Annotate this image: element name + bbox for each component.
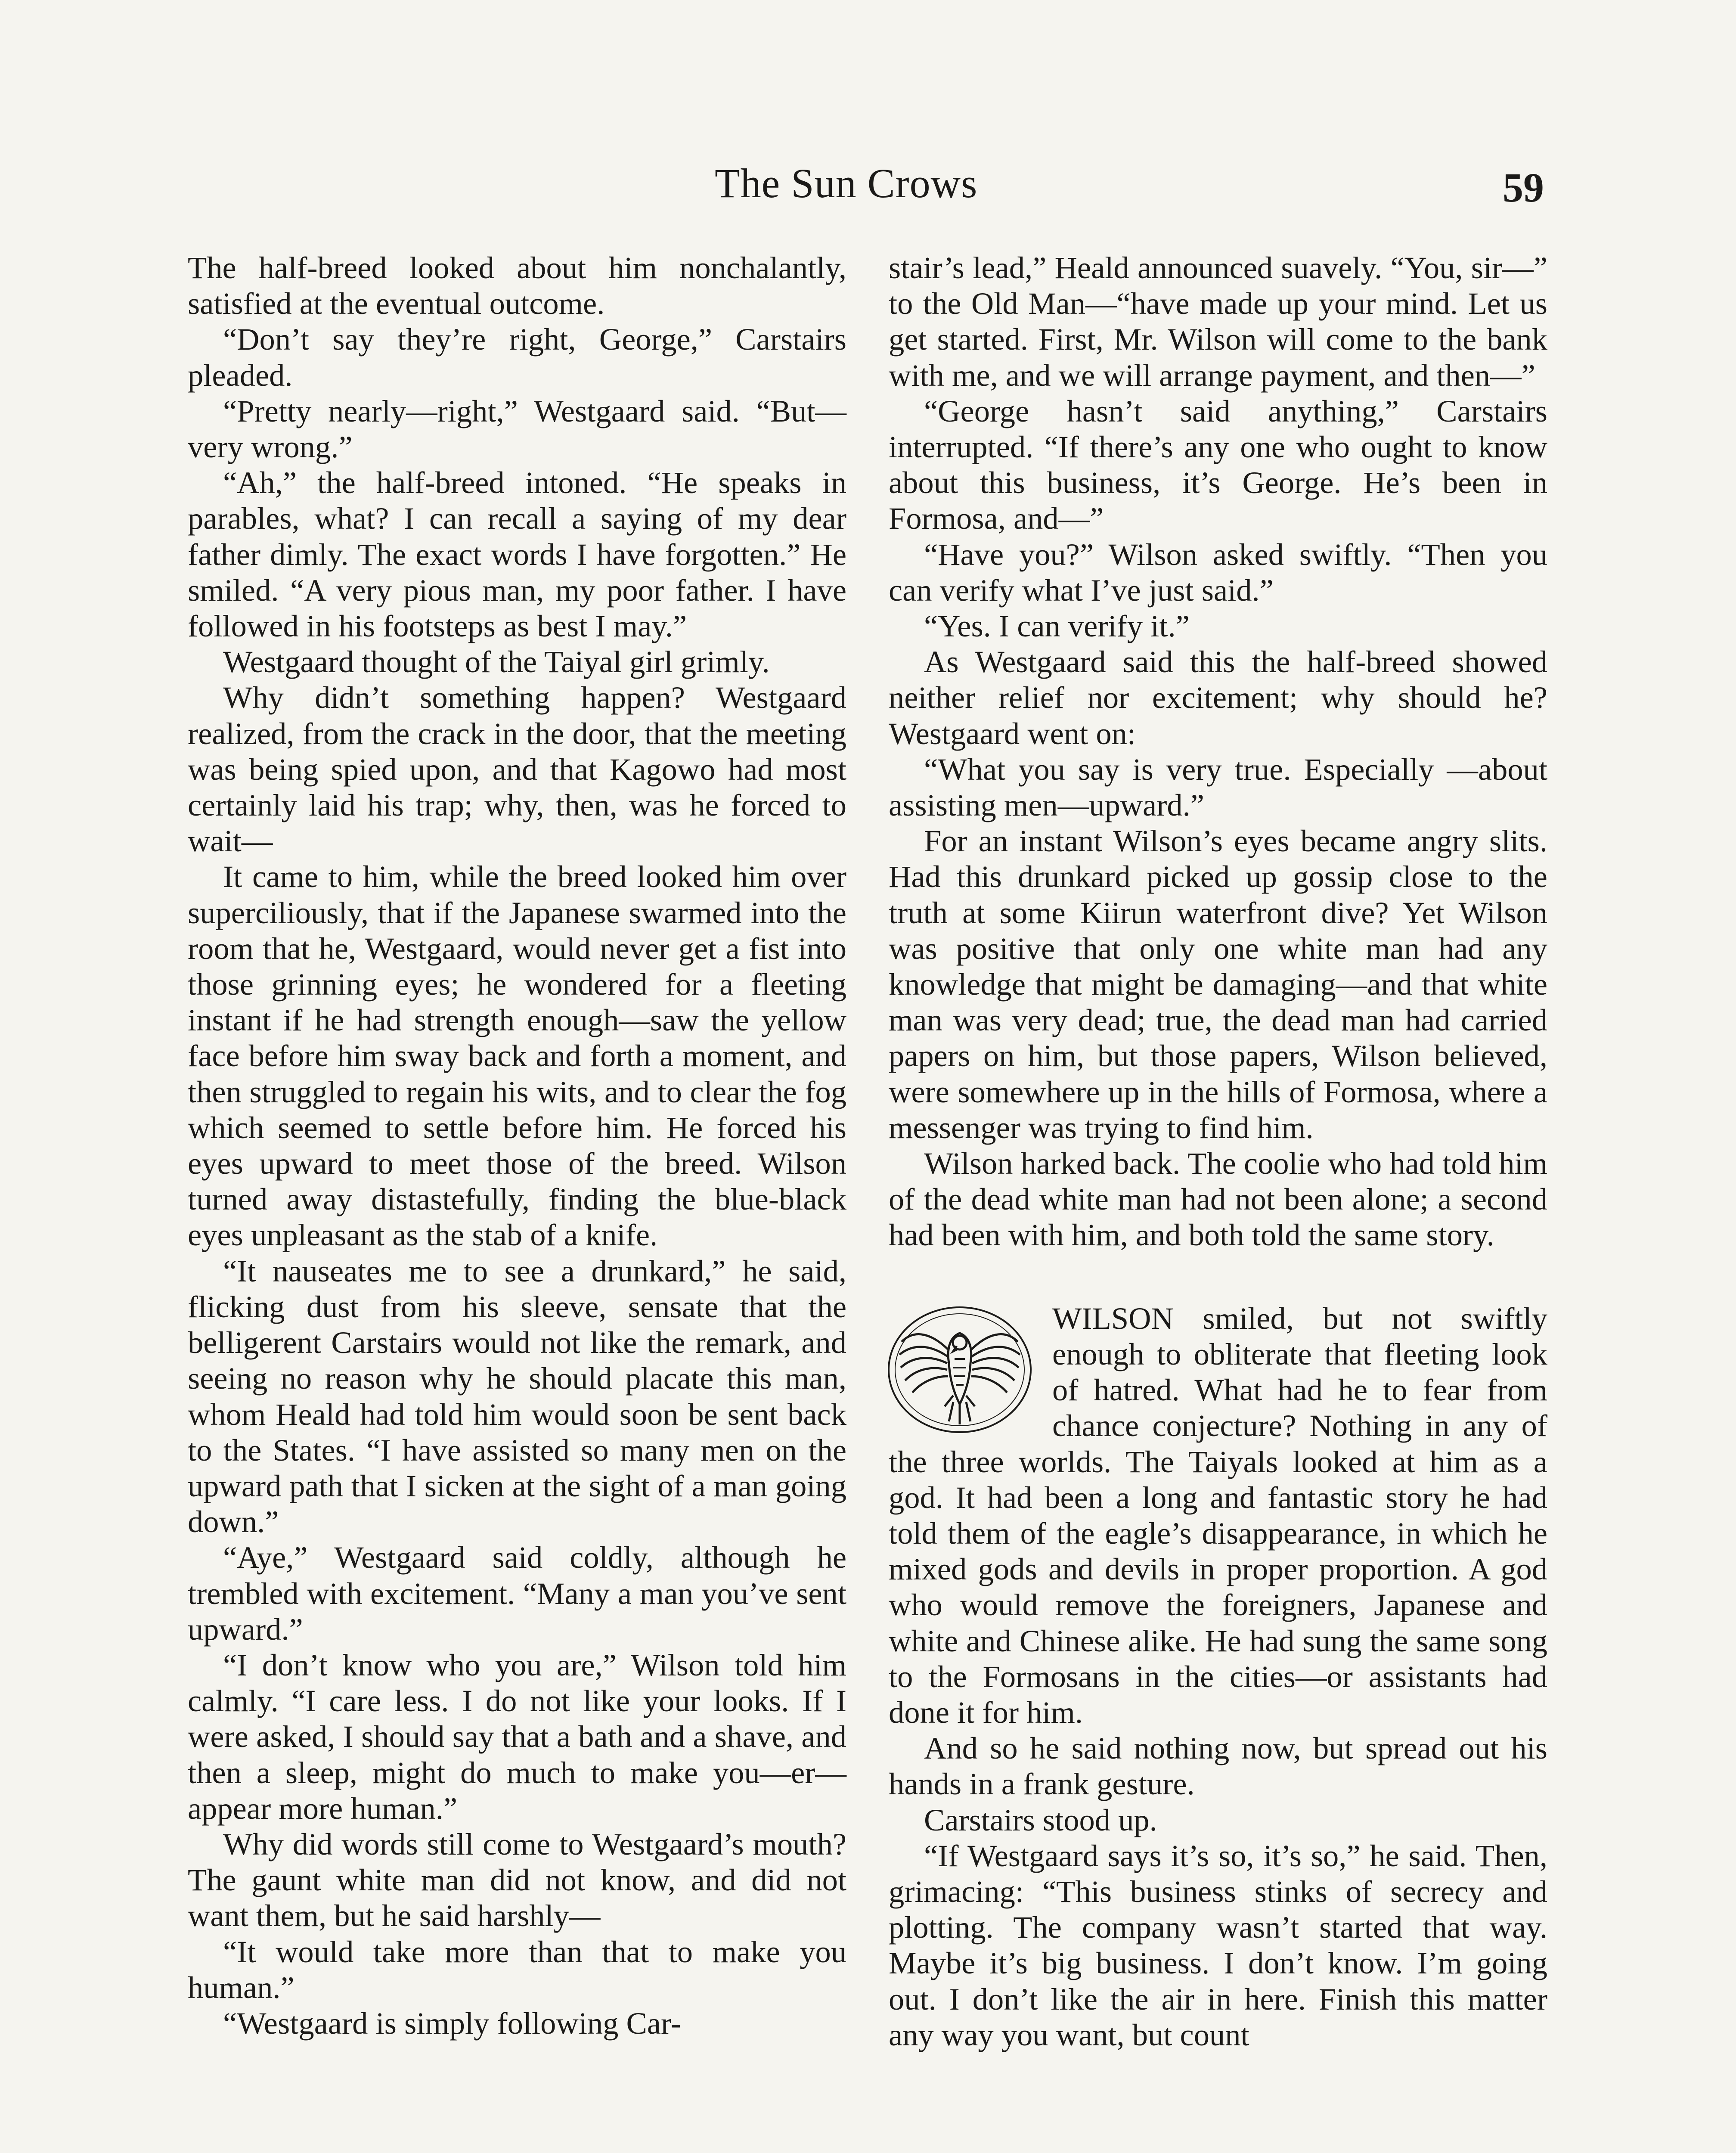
paragraph: Why did words still come to Westgaard’s mouth? The gaunt white man did not know, and did not want them, but he said harshly— <box>188 1826 846 1933</box>
running-title: The Sun Crows <box>715 160 978 206</box>
paragraph: As Westgaard said this the half-breed showed neither relief nor excitement; why should he? Westgaard went on: <box>889 644 1547 751</box>
paragraph: “Have you?” Wilson asked swiftly. “Then you can verify what I’ve just said.” <box>889 537 1547 608</box>
paragraph: “Ah,” the half-breed intoned. “He speaks in parables, what? I can recall a saying of my dear father dimly. The exact words I have forgotten.” He smiled. “A very pious man, my poor father. I have followed in his footsteps as best I may.” <box>188 465 846 644</box>
paragraph: Wilson harked back. The coolie who had told him of the dead white man had not been alone; a second had been with him, and both told the same story. <box>889 1146 1547 1253</box>
paragraph: Carstairs stood up. <box>924 1802 1157 1837</box>
left-column <box>188 250 846 2041</box>
paragraph: “It would take more than that to make you human.” <box>188 1934 846 2005</box>
paragraph: “George hasn’t said anything,” Carstairs interrupted. “If there’s any one who ought to know about this business, it’s George. He’s been in Formosa, and—” <box>889 393 1547 536</box>
paragraph: Why didn’t something happen? Westgaard realized, from the crack in the door, that the meeting was being spied upon, and that Kagowo had most certainly laid his trap; why, then, was he forced to wait— <box>188 680 846 859</box>
paragraph: “Don’t say they’re right, George,” Carstairs pleaded. <box>188 322 846 393</box>
page-number: 59 <box>1503 164 1544 211</box>
paragraph: “Westgaard is simply following Car- <box>223 2005 681 2041</box>
paragraph: Westgaard thought of the Taiyal girl grimly. <box>223 644 770 679</box>
paragraph: “It nauseates me to see a drunkard,” he said, flicking dust from his sleeve, sensate that the belligerent Carstairs would not like the remark, and seeing no reason why he should placate this man, whom Heald had told him would soon be sent back to the States. “I have assisted so many men on the upward path that I sicken at the sight of a man going down.” <box>188 1253 846 1539</box>
paragraph: “Yes. I can verify it.” <box>924 608 1190 644</box>
paragraph: The half-breed looked about him nonchalantly, satisfied at the eventual outcome. <box>188 250 846 321</box>
paragraph: stair’s lead,” Heald announced suavely. “You, sir—” to the Old Man—“have made up your mind. Let us get started. First, Mr. Wilson will come to the bank with me, and we will arrange payment, and then—” <box>889 250 1547 393</box>
right-column <box>889 250 1547 2053</box>
winged-eagle-emblem-icon <box>884 1303 1035 1436</box>
paragraph: WILSON smiled, but not swiftly enough to obliterate that fleeting look of hatred. What had he to fear from chance conjecture? Nothing in any of the three worlds. The Taiyals looked at him as a god. It had been a long and fantastic story he had told them of the eagle’s disappearance, in which he mixed gods and devils in proper proportion. A god who would remove the foreigners, Japanese and white and Chinese alike. He had sung the same song to the Formosans in the cities—or assistants had done it for him. <box>889 1300 1547 1730</box>
paragraph: “Pretty nearly—right,” Westgaard said. “But—very wrong.” <box>188 393 846 465</box>
paragraph: “What you say is very true. Especially —about assisting men—upward.” <box>889 751 1547 823</box>
paragraph: And so he said nothing now, but spread out his hands in a frank gesture. <box>889 1731 1547 1802</box>
paragraph: “If Westgaard says it’s so, it’s so,” he said. Then, grimacing: “This business stinks of secrecy and plotting. The company wasn’t started that way. Maybe it’s big business. I don’t know. I’m going out. I don’t like the air in here. Finish this matter any way you want, but count <box>889 1838 1547 2052</box>
paragraph: “I don’t know who you are,” Wilson told him calmly. “I care less. I do not like your looks. If I were asked, I should say that a bath and a shave, and then a sleep, might do much to make you—er—appear more human.” <box>188 1647 846 1826</box>
paragraph: “Aye,” Westgaard said coldly, although he trembled with excitement. “Many a man you’ve sent upward.” <box>188 1540 846 1647</box>
paragraph: It came to him, while the breed looked him over superciliously, that if the Japanese swarmed into the room that he, Westgaard, would never get a fist into those grinning eyes; he wondered for a fleeting instant if he had strength enough—saw the yellow face before him sway back and forth a moment, and then struggled to regain his wits, and to clear the fog which seemed to settle before him. He forced his eyes upward to meet those of the breed. Wilson turned away distastefully, finding the blue-black eyes unpleasant as the stab of a knife. <box>188 859 846 1253</box>
paragraph: For an instant Wilson’s eyes became angry slits. Had this drunkard picked up gossip close to the truth at some Kiirun waterfront dive? Yet Wilson was positive that only one white man had any knowledge that might be damaging—and that white man was very dead; true, the dead man had carried papers on him, but those papers, Wilson believed, were somewhere up in the hills of Formosa, where a messenger was trying to find him. <box>889 823 1547 1145</box>
section-break <box>889 1253 1547 1300</box>
